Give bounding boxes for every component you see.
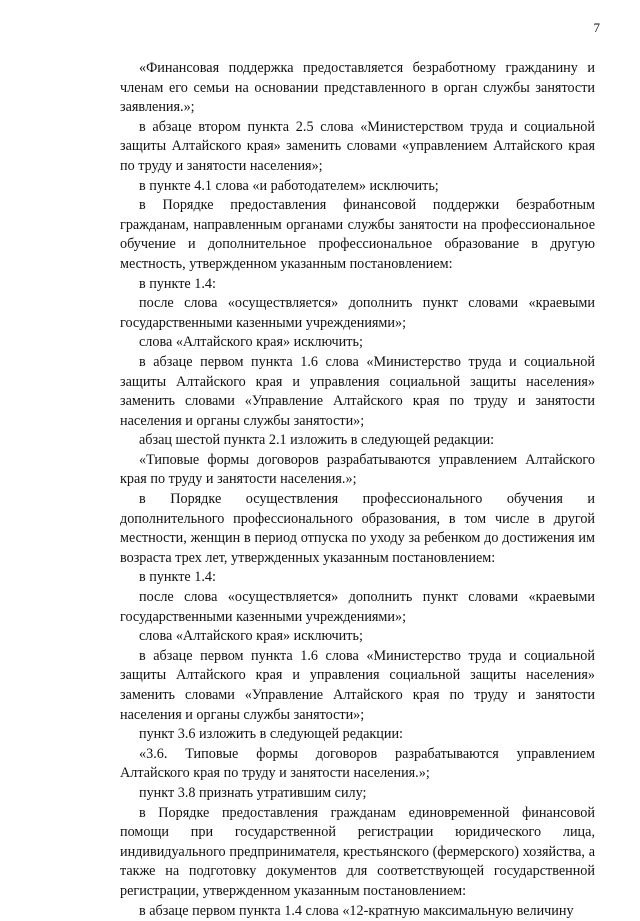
paragraph-item-2-1: абзац шестой пункта 2.1 изложить в следующей редакции: — [139, 432, 495, 449]
paragraph-item-1-4-first: в абзаце первом пункта 1.4 слова «12-кратную максимальную величину — [139, 902, 574, 919]
paragraph-item-3-8: пункт 3.8 признать утратившим силу; — [139, 784, 367, 801]
document-body — [120, 59, 595, 921]
paragraph-item-4-1: в пункте 4.1 слова «и работодателем» исключить; — [139, 177, 439, 194]
page-number: 7 — [593, 20, 600, 35]
paragraph-item-1-6: в абзаце первом пункта 1.6 слова «Министерство труда и социальной защиты Алтайского края и управления социальной защиты населения» заменить словами «Управление Алтайского края по труду и занятости населения и органы службы занятости»; — [120, 353, 595, 429]
paragraph-item-1-4: в пункте 1.4: — [139, 275, 216, 292]
paragraph-item-2-5: в абзаце втором пункта 2.5 слова «Министерством труда и социальной защиты Алтайского края» заменить словами «управлением Алтайского края по труду и занятости населения»; — [120, 118, 595, 174]
paragraph-quote-item-3-6: «3.6. Типовые формы договоров разрабатываются управлением Алтайского края по труду и занятости населения.»; — [120, 745, 595, 782]
paragraph-after-word: после слова «осуществляется» дополнить пункт словами «краевыми государственными казенными учреждениями»; — [120, 295, 595, 331]
paragraph-after-word: после слова «осуществляется» дополнить пункт словами «краевыми государственными казенными учреждениями»; — [120, 589, 595, 625]
paragraph-item-1-4: в пункте 1.4: — [139, 569, 216, 586]
paragraph-procedure-professional-training: в Порядке осуществления профессионального обучения и дополнительного профессионального образования, в том числе в другой местности, женщин в период отпуска по уходу за ребенком до достижения им возраста трех лет, утвержденных указанным постановлением: — [120, 491, 595, 566]
paragraph-quote-financial-support: «Финансовая поддержка предоставляется безработному гражданину и членам его семьи на основании представленного в орган службы занятости заявления.»; — [120, 60, 595, 116]
paragraph-procedure-lump-sum-assistance: в Порядке предоставления гражданам единовременной финансовой помощи при государственной регистрации юридического лица, индивидуального предпринимателя, крестьянского (фермерского) хозяйства, а также на подготовку документов для соответствующей государственной регистрации, утвержденном указанным постановлением: — [120, 804, 595, 899]
paragraph-exclude-words: слова «Алтайского края» исключить; — [139, 334, 363, 351]
paragraph-quote-contract-forms: «Типовые формы договоров разрабатываются управлением Алтайского края по труду и занятости населения.»; — [120, 451, 595, 488]
paragraph-item-1-6: в абзаце первом пункта 1.6 слова «Министерство труда и социальной защиты Алтайского края и управления социальной защиты населения» заменить словами «Управление Алтайского края по труду и занятости населения и органы службы занятости»; — [120, 647, 595, 723]
paragraph-exclude-words: слова «Алтайского края» исключить; — [139, 628, 363, 645]
paragraph-procedure-financial-support: в Порядке предоставления финансовой поддержки безработным гражданам, направленным органами службы занятости на профессиональное обучение и дополнительное профессиональное образование в другую местность, утвержденном указанным постановлением: — [120, 197, 595, 272]
paragraph-item-3-6: пункт 3.6 изложить в следующей редакции: — [139, 726, 403, 743]
